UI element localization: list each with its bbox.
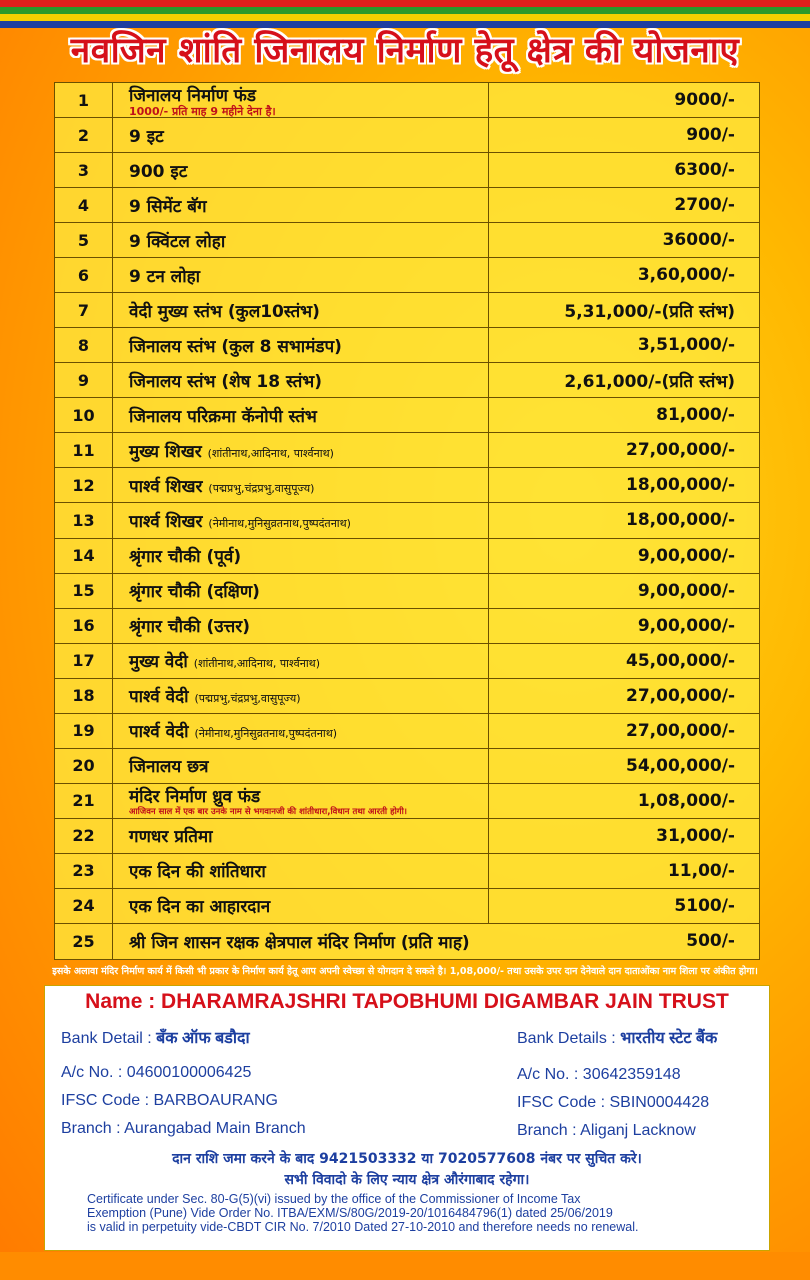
row-item-label: एक दिन की शांतिधारा xyxy=(129,862,266,883)
ifsc-right: IFSC Code : SBIN0004428 xyxy=(517,1094,710,1111)
notify-line-1: दान राशि जमा करने के बाद 9421503332 या 7020577608 नंबर पर सुचित करे। xyxy=(172,1151,642,1167)
row-item-label: 9 सिमेंट बॅग xyxy=(129,196,207,217)
row-amount: 45,00,000/- xyxy=(626,650,735,671)
row-item-label: 9 इट xyxy=(129,126,164,147)
row-item-line xyxy=(129,544,488,567)
row-item-line xyxy=(129,614,488,637)
row-number: 1 xyxy=(55,83,113,117)
row-item-note: (नेमीनाथ,मुनिसुव्रतनाथ,पुष्पदंतनाथ) xyxy=(208,516,351,530)
table-row xyxy=(55,924,759,959)
row-number: 5 xyxy=(55,223,113,257)
row-item-line xyxy=(129,439,488,462)
bottom-strip xyxy=(0,1252,810,1280)
notify-line-2: सभी विवादो के लिए न्याय क्षेत्र औरंगाबाद रहेगा। xyxy=(284,1172,530,1188)
row-item-label: 9 टन लोहा xyxy=(129,266,201,287)
row-amount: 9,00,000/- xyxy=(637,580,735,601)
row-number: 17 xyxy=(55,644,113,678)
row-item xyxy=(113,363,489,397)
row-item-line xyxy=(129,719,488,742)
row-item-line xyxy=(129,299,488,322)
row-item xyxy=(113,503,489,537)
row-amount: 27,00,000/- xyxy=(626,720,735,741)
table-row xyxy=(55,223,759,258)
row-item-note: (शांतीनाथ,आदिनाथ, पार्श्वनाथ) xyxy=(207,446,334,460)
row-item-line xyxy=(129,334,488,357)
row-item xyxy=(113,924,573,959)
row-item-label: 9 क्विंटल लोहा xyxy=(129,231,226,252)
stripe-green xyxy=(0,7,810,14)
row-amount: 2700/- xyxy=(674,195,735,216)
table-row xyxy=(55,293,759,328)
row-item xyxy=(113,258,489,292)
row-amount: 9,00,000/- xyxy=(637,615,735,636)
row-item-line xyxy=(129,369,488,392)
bank-detail-label: Bank Details : xyxy=(517,1030,621,1047)
row-number: 3 xyxy=(55,153,113,187)
row-amount: 81,000/- xyxy=(656,405,735,426)
row-number: 20 xyxy=(55,749,113,783)
branch-right: Branch : Aliganj Lacknow xyxy=(517,1122,696,1139)
row-amount: 500/- xyxy=(686,931,735,952)
bank-detail-value: बँक ऑफ बडौदा xyxy=(156,1030,250,1047)
row-number: 6 xyxy=(55,258,113,292)
bank-detail-label: Bank Detail : xyxy=(61,1030,157,1047)
row-number: 18 xyxy=(55,679,113,713)
row-number: 15 xyxy=(55,574,113,608)
row-item xyxy=(113,644,489,678)
row-item xyxy=(113,574,489,608)
row-number: 19 xyxy=(55,714,113,748)
row-item-line xyxy=(129,930,573,953)
row-amount: 36000/- xyxy=(662,230,735,251)
row-item-line xyxy=(129,784,488,807)
row-item xyxy=(113,398,489,432)
stripe-yellow xyxy=(0,14,810,21)
row-item xyxy=(113,609,489,643)
row-item-label: जिनालय स्तंभ (शेष 18 स्तंभ) xyxy=(129,371,323,392)
row-number: 2 xyxy=(55,118,113,152)
table-row xyxy=(55,153,759,188)
row-item xyxy=(113,83,489,117)
row-item-line xyxy=(129,859,488,882)
row-item-label: पार्श्व वेदी xyxy=(129,687,189,708)
table-row xyxy=(55,574,759,609)
row-item-line xyxy=(129,404,488,427)
row-item-label: पार्श्व शिखर xyxy=(129,476,203,497)
table-row xyxy=(55,468,759,503)
row-number: 11 xyxy=(55,433,113,467)
certificate-text xyxy=(87,1192,757,1234)
row-item xyxy=(113,293,489,327)
table-row xyxy=(55,328,759,363)
row-item-label: जिनालय परिक्रमा कॅनोपी स्तंभ xyxy=(129,406,317,427)
cert-line-1: Certificate under Sec. 80-G(5)(vi) issued by the office of the Commissioner of Income Tax xyxy=(87,1192,581,1206)
row-number: 8 xyxy=(55,328,113,362)
bank-detail-right xyxy=(517,1026,717,1048)
row-item-label: मुख्य वेदी xyxy=(129,652,188,673)
branch-left: Branch : Aurangabad Main Branch xyxy=(61,1120,306,1137)
row-amount: 11,00/- xyxy=(667,860,735,881)
donation-table xyxy=(54,82,760,960)
row-item-line xyxy=(129,754,488,777)
row-item xyxy=(113,784,489,818)
row-item-label: जिनालय छत्र xyxy=(129,757,209,778)
row-number: 10 xyxy=(55,398,113,432)
row-amount: 900/- xyxy=(686,125,735,146)
row-amount: 27,00,000/- xyxy=(626,440,735,461)
table-row xyxy=(55,714,759,749)
page-title: नवजिन शांति जिनालय निर्माण हेतू क्षेत्र की योजनाए xyxy=(70,31,740,71)
row-item-line xyxy=(129,649,488,672)
table-row xyxy=(55,784,759,819)
row-item xyxy=(113,819,489,853)
table-row xyxy=(55,433,759,468)
row-item-line xyxy=(129,579,488,602)
row-item xyxy=(113,468,489,502)
row-item xyxy=(113,749,489,783)
row-number: 9 xyxy=(55,363,113,397)
table-row xyxy=(55,118,759,153)
row-item-line xyxy=(129,264,488,287)
row-number: 22 xyxy=(55,819,113,853)
row-item-line xyxy=(129,509,488,532)
table-row xyxy=(55,644,759,679)
row-item xyxy=(113,188,489,222)
row-amount: 31,000/- xyxy=(656,825,735,846)
row-amount: 3,60,000/- xyxy=(637,265,735,286)
row-number: 16 xyxy=(55,609,113,643)
row-item xyxy=(113,714,489,748)
row-number: 21 xyxy=(55,784,113,818)
row-amount: 9000/- xyxy=(674,90,735,111)
account-number-left: A/c No. : 04600100006425 xyxy=(61,1064,252,1081)
row-item xyxy=(113,223,489,257)
row-item-note: (पद्मप्रभु,चंद्रप्रभु,वासुपूज्य) xyxy=(194,692,301,706)
row-item-label: गणधर प्रतिमा xyxy=(129,827,213,848)
row-item-label: श्रृंगार चौकी (उत्तर) xyxy=(129,617,251,638)
row-item xyxy=(113,153,489,187)
row-item xyxy=(113,118,489,152)
row-item xyxy=(113,539,489,573)
row-item-label: जिनालय निर्माण फंड xyxy=(129,86,256,107)
row-number: 14 xyxy=(55,539,113,573)
account-number-right: A/c No. : 30642359148 xyxy=(517,1066,681,1083)
row-amount: 5100/- xyxy=(674,895,735,916)
row-item xyxy=(113,679,489,713)
trust-name: Name : DHARAMRAJSHRI TAPOBHUMI DIGAMBAR JAIN TRUST xyxy=(85,990,729,1013)
row-item-line xyxy=(129,824,488,847)
row-amount: 18,00,000/- xyxy=(626,475,735,496)
table-row xyxy=(55,539,759,574)
table-row xyxy=(55,609,759,644)
row-item-label: मंदिर निर्माण ध्रुव फंड xyxy=(129,786,261,807)
row-item-label: जिनालय स्तंभ (कुल 8 सभामंडप) xyxy=(129,336,342,357)
table-row xyxy=(55,398,759,433)
table-row xyxy=(55,819,759,854)
row-item-label: श्रृंगार चौकी (पूर्व) xyxy=(129,547,242,568)
row-item-line xyxy=(129,124,488,147)
row-amount: 2,61,000/-(प्रति स्तंभ) xyxy=(564,371,735,392)
row-item-line xyxy=(129,684,488,707)
row-item-line xyxy=(129,229,488,252)
row-item xyxy=(113,328,489,362)
row-item xyxy=(113,433,489,467)
table-row xyxy=(55,679,759,714)
row-item-label: मुख्य शिखर xyxy=(129,441,202,462)
row-item-note: (शांतीनाथ,आदिनाथ, पार्श्वनाथ) xyxy=(193,657,320,671)
row-number: 23 xyxy=(55,854,113,888)
row-item-subnote: 1000/- प्रति माह 9 महीने देना है। xyxy=(129,105,276,119)
row-item-label: श्री जिन शासन रक्षक क्षेत्रपाल मंदिर निर्माण (प्रति माह) xyxy=(129,932,470,953)
row-item-note: (पद्मप्रभु,चंद्रप्रभु,वासुपूज्य) xyxy=(208,481,315,495)
row-item-line xyxy=(129,194,488,217)
table-row xyxy=(55,503,759,538)
row-item-line xyxy=(129,159,488,182)
table-row xyxy=(55,188,759,223)
row-item xyxy=(113,889,489,923)
row-amount: 3,51,000/- xyxy=(637,335,735,356)
row-item xyxy=(113,854,489,888)
table-row xyxy=(55,363,759,398)
row-amount: 5,31,000/-(प्रति स्तंभ) xyxy=(564,301,735,322)
row-item-line xyxy=(129,894,488,917)
bank-detail-left xyxy=(61,1026,250,1048)
row-item-label: वेदी मुख्य स्तंभ (कुल10स्तंभ) xyxy=(129,301,320,322)
row-item-subnote: आजिवन साल में एक बार उनके नाम से भगवानजी की शांतीधारा,विधान तथा आरती होगी। xyxy=(129,806,408,817)
table-row xyxy=(55,749,759,784)
row-item-label: पार्श्व शिखर xyxy=(129,511,203,532)
notify-text xyxy=(45,1149,769,1191)
row-item-label: 900 इट xyxy=(129,161,188,182)
row-amount: 9,00,000/- xyxy=(637,545,735,566)
cert-line-2: Exemption (Pune) Vide Order No. ITBA/EXM/S/80G/2019-20/1016484796(1) dated 25/06/2019 xyxy=(87,1206,613,1220)
row-number: 13 xyxy=(55,503,113,537)
row-item-line xyxy=(129,474,488,497)
table-row xyxy=(55,258,759,293)
row-amount: 54,00,000/- xyxy=(626,755,735,776)
row-number: 25 xyxy=(55,924,113,959)
row-amount: 27,00,000/- xyxy=(626,685,735,706)
table-row xyxy=(55,889,759,924)
table-row xyxy=(55,854,759,889)
table-row xyxy=(55,83,759,118)
row-amount: 1,08,000/- xyxy=(637,790,735,811)
row-item-label: श्रृंगार चौकी (दक्षिण) xyxy=(129,582,260,603)
row-number: 4 xyxy=(55,188,113,222)
row-amount: 6300/- xyxy=(674,160,735,181)
row-number: 12 xyxy=(55,468,113,502)
row-item-label: एक दिन का आहारदान xyxy=(129,897,271,918)
cert-line-3: is valid in perpetuity vide-CBDT CIR No. 7/2010 Dated 27-10-2010 and therefore needs no renewal. xyxy=(87,1220,639,1234)
row-item-label: पार्श्व वेदी xyxy=(129,722,189,743)
ifsc-left: IFSC Code : BARBOAURANG xyxy=(61,1092,278,1109)
bank-detail-value: भारतीय स्टेट बैंक xyxy=(620,1030,718,1047)
row-number: 7 xyxy=(55,293,113,327)
stripe-red xyxy=(0,0,810,7)
row-number: 24 xyxy=(55,889,113,923)
row-item-note: (नेमीनाथ,मुनिसुव्रतनाथ,पुष्पदंतनाथ) xyxy=(194,727,338,741)
row-item-line xyxy=(129,83,488,106)
row-amount: 18,00,000/- xyxy=(626,510,735,531)
bank-details-box xyxy=(44,985,770,1251)
footnote: इसके अलावा मंदिर निर्माण कार्य में किसी भी प्रकार के निर्माण कार्य हेतू आप अपनी स्वेच्छा से योगदान दे सकते है। 1,08,000/- तथा उसके उपर दान देनेवाले दान दाताओंका नाम शिला पर अंकीत होगा। xyxy=(52,966,758,977)
